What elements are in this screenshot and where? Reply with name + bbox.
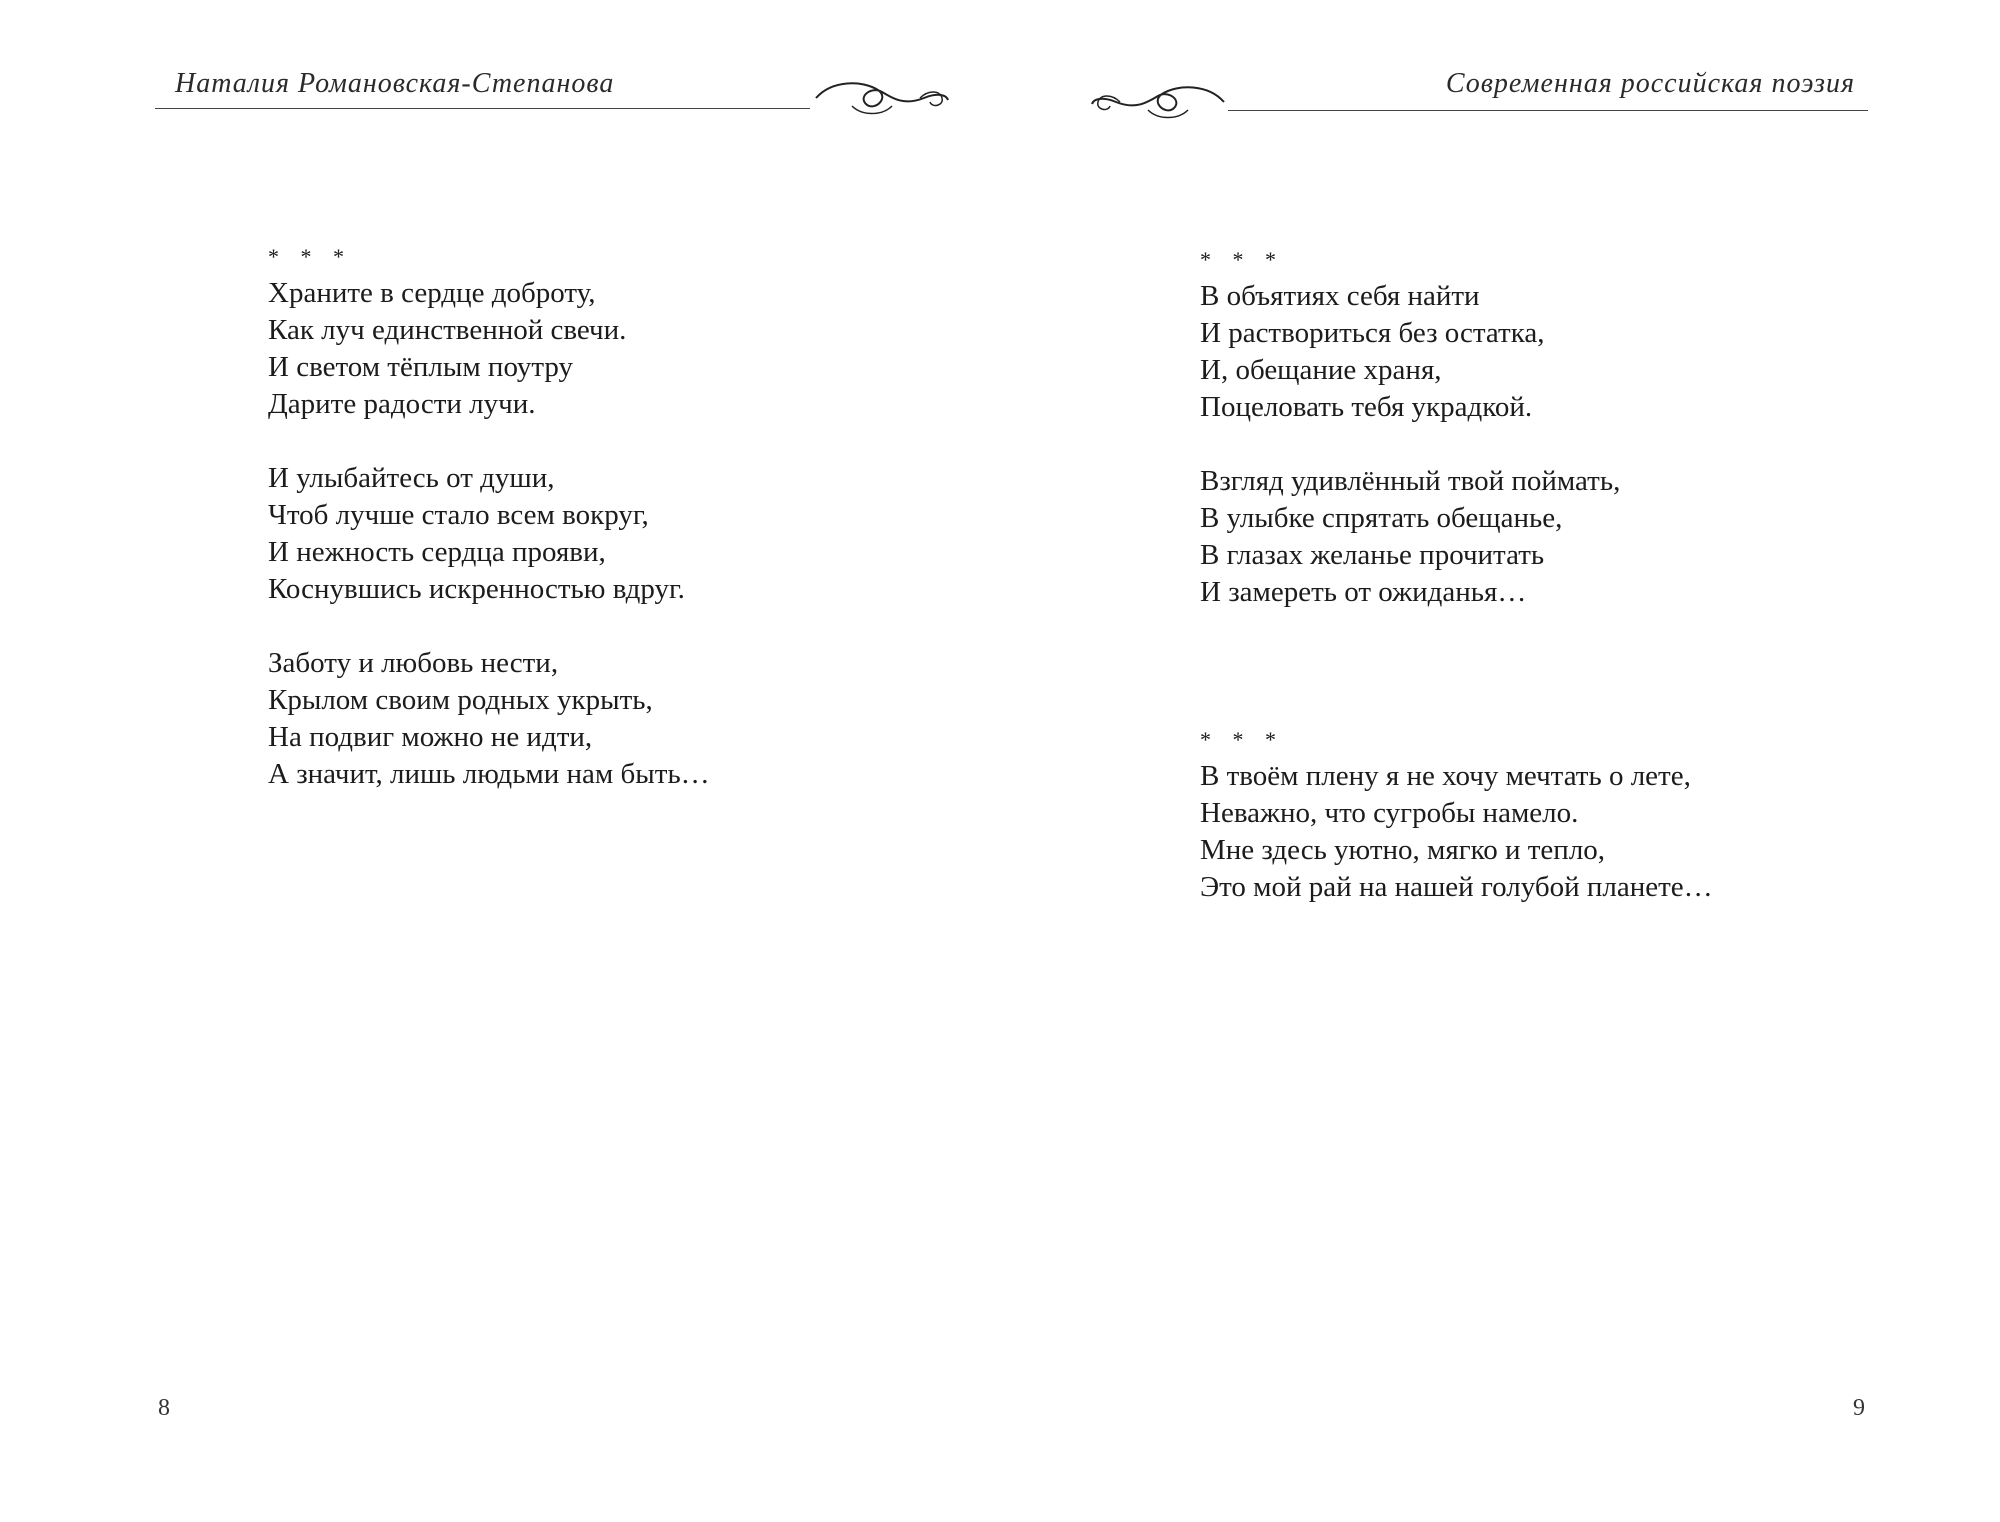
poem-embrace [1200, 246, 1620, 648]
poem-line: Чтоб лучше стало всем вокруг, [268, 499, 649, 531]
poem-line: И улыбайтесь от души, [268, 462, 555, 494]
poem-line: Как луч единственной свечи. [268, 314, 627, 346]
poem-winter-captivity [1200, 726, 1713, 943]
stanza [268, 460, 710, 608]
header-rule [155, 108, 810, 109]
stanza [1200, 758, 1713, 906]
poem-line: Поцеловать тебя украдкой. [1200, 391, 1533, 423]
poem-line: И раствориться без остатка, [1200, 317, 1545, 349]
poem-line: Это мой рай на нашей голубой планете… [1200, 871, 1713, 903]
poem-line: Дарите радости лучи. [268, 388, 536, 420]
poem-separator: * * * [1200, 247, 1284, 272]
running-head-series: Современная российская поэзия [1445, 68, 1855, 99]
poem-line: И замереть от ожиданья… [1200, 576, 1527, 608]
stanza [1200, 278, 1620, 426]
poem-line: Крылом своим родных укрыть, [268, 684, 653, 716]
header-rule [1228, 110, 1868, 111]
page-number: 9 [1853, 1395, 1865, 1421]
poem-line: А значит, лишь людьми нам быть… [268, 758, 710, 790]
poem-line: На подвиг можно не идти, [268, 721, 593, 753]
poem-line: Мне здесь уютно, мягко и тепло, [1200, 834, 1606, 866]
poem-line: В глазах желанье прочитать [1200, 539, 1545, 571]
poem-line: Коснувшись искренностью вдруг. [268, 573, 685, 605]
poem-separator: * * * [268, 244, 352, 269]
poem-line: В улыбке спрятать обещанье, [1200, 502, 1563, 534]
stanza [268, 275, 710, 423]
poem-line: И светом тёплым поутру [268, 351, 573, 383]
poem-separator: * * * [1200, 727, 1284, 752]
poem-line: Храните в сердце доброту, [268, 277, 596, 309]
poem-line: Взгляд удивлённый твой поймать, [1200, 465, 1621, 497]
right-page [1000, 0, 2000, 1522]
stanza [268, 645, 710, 793]
running-head-author: Наталия Романовская-Степанова [175, 68, 615, 99]
poem-line: Неважно, что сугробы намело. [1200, 797, 1579, 829]
poem-line: В твоём плену я не хочу мечтать о лете, [1200, 760, 1691, 792]
poem-line: Заботу и любовь нести, [268, 647, 559, 679]
flourish-ornament-icon [812, 76, 952, 120]
page-number: 8 [158, 1395, 170, 1421]
flourish-ornament-icon [1088, 80, 1228, 124]
poem-line: И нежность сердца прояви, [268, 536, 606, 568]
poem-line: В объятиях себя найти [1200, 280, 1480, 312]
poem-keep-kindness [268, 243, 710, 830]
poem-line: И, обещание храня, [1200, 354, 1442, 386]
stanza [1200, 463, 1620, 611]
